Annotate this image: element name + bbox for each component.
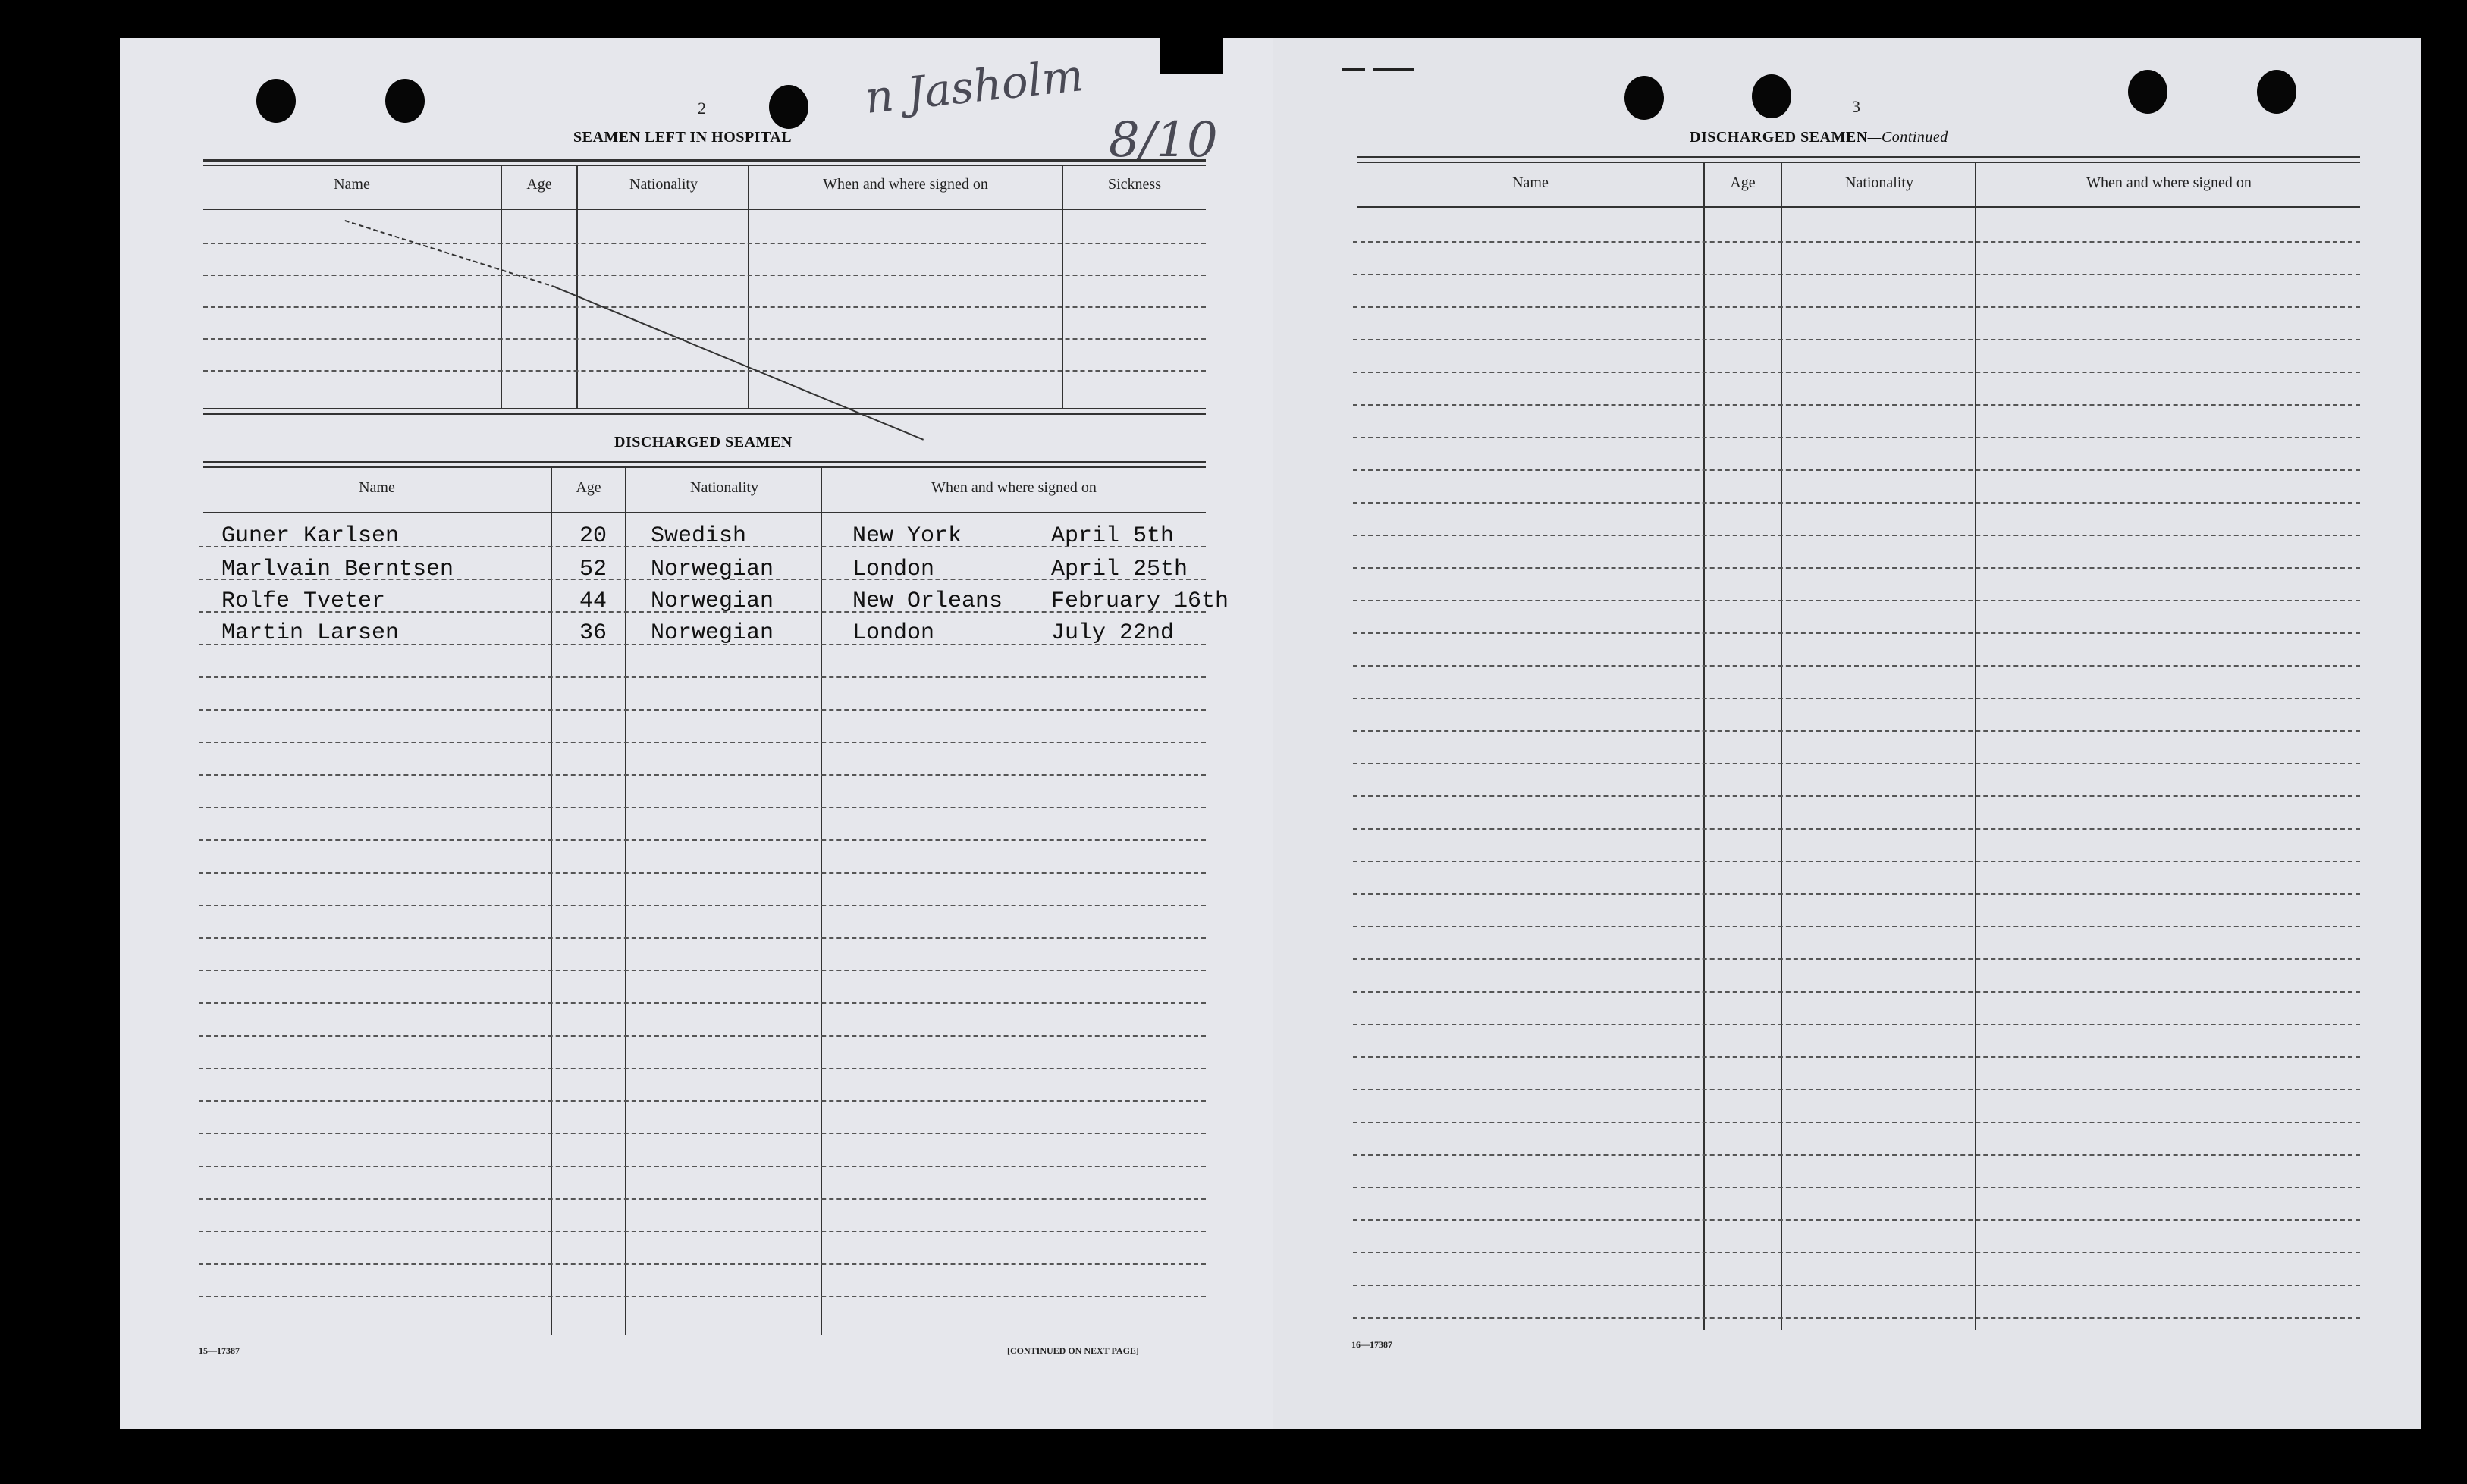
right-col-name: Name <box>1512 174 1549 191</box>
ruled-line <box>1353 1056 2360 1058</box>
hospital-col-nationality: Nationality <box>629 176 698 193</box>
ruled-line <box>1353 241 2360 243</box>
page-number-right: 3 <box>1852 97 1860 116</box>
hospital-col-name: Name <box>334 176 370 193</box>
ruled-line <box>1353 502 2360 504</box>
continued-note: [CONTINUED ON NEXT PAGE] <box>1007 1345 1139 1356</box>
discharged-col-divider <box>551 467 552 1335</box>
handwritten-ship-name: n Jasholm <box>862 49 1086 124</box>
discharged-section-title: DISCHARGED SEAMEN <box>614 434 793 450</box>
signed-on-place: London <box>852 557 935 582</box>
ruled-line <box>199 1296 1206 1297</box>
ruled-line <box>1353 535 2360 536</box>
ruled-line <box>1353 763 2360 764</box>
top-notch <box>1160 30 1223 74</box>
ruled-line <box>1353 339 2360 340</box>
seaman-name: Marlvain Berntsen <box>221 557 454 582</box>
ruled-line <box>1353 1219 2360 1221</box>
continued-title-text: DISCHARGED SEAMEN <box>1690 129 1868 146</box>
ruled-line <box>1353 1285 2360 1286</box>
ruled-line <box>1353 306 2360 308</box>
ruled-line <box>1353 991 2360 993</box>
ruled-line <box>199 709 1206 711</box>
form-number-right: 16—17387 <box>1351 1339 1392 1350</box>
hospital-col-sickness: Sickness <box>1108 176 1161 193</box>
ruled-line <box>199 1263 1206 1265</box>
hospital-table-top <box>203 165 1206 166</box>
ruled-line <box>199 1231 1206 1232</box>
seaman-age: 44 <box>579 588 607 614</box>
ruled-line <box>199 742 1206 743</box>
ruled-line <box>199 807 1206 808</box>
seaman-nationality: Swedish <box>651 523 747 549</box>
discharged-col-nationality: Nationality <box>690 479 758 496</box>
ruled-line <box>1353 665 2360 667</box>
ruled-line <box>1353 1187 2360 1188</box>
ruled-line <box>199 1035 1206 1037</box>
ruled-line <box>1353 861 2360 862</box>
punch-hole <box>256 79 296 123</box>
discharged-table-top <box>203 461 1206 463</box>
ruled-line <box>1353 567 2360 569</box>
seaman-nationality: Norwegian <box>651 588 774 614</box>
ruled-line <box>199 774 1206 776</box>
ruled-line <box>1353 274 2360 275</box>
hospital-col-divider <box>1062 165 1063 409</box>
hospital-table-bottom <box>203 413 1206 415</box>
discharged-col-signed-on: When and where signed on <box>931 479 1097 496</box>
signed-on-date: February 16th <box>1051 588 1229 614</box>
dash-mark <box>1342 68 1365 71</box>
hospital-col-age: Age <box>526 176 552 193</box>
ruled-line <box>199 937 1206 939</box>
right-col-nationality: Nationality <box>1845 174 1913 191</box>
hospital-row-line <box>203 370 1206 372</box>
hospital-section-title: SEAMEN LEFT IN HOSPITAL <box>573 129 793 146</box>
punch-hole <box>2257 70 2296 114</box>
signed-on-date: April 25th <box>1051 557 1188 582</box>
right-col-signed-on: When and where signed on <box>2086 174 2252 191</box>
ruled-line <box>199 676 1206 678</box>
ruled-line <box>199 1166 1206 1167</box>
ruled-line <box>1353 730 2360 732</box>
hospital-col-divider <box>748 165 749 409</box>
seaman-nationality: Norwegian <box>651 620 774 646</box>
ruled-line <box>1353 404 2360 406</box>
punch-hole <box>1752 74 1791 118</box>
punch-hole <box>769 85 808 129</box>
ruled-line <box>1353 1122 2360 1123</box>
discharged-header-rule <box>203 512 1206 513</box>
ruled-line <box>1353 469 2360 471</box>
page-number-left: 2 <box>698 99 706 118</box>
ruled-line <box>1353 795 2360 797</box>
ruled-line <box>1353 632 2360 634</box>
seaman-nationality: Norwegian <box>651 557 774 582</box>
right-table-top <box>1357 156 2360 158</box>
ruled-line <box>1353 1089 2360 1090</box>
ruled-line <box>199 1198 1206 1200</box>
ruled-line <box>1353 926 2360 927</box>
ruled-line <box>1353 437 2360 438</box>
ruled-line <box>199 905 1206 906</box>
ruled-line <box>199 970 1206 971</box>
hospital-row-line <box>203 306 1206 308</box>
signed-on-date: July 22nd <box>1051 620 1175 646</box>
seaman-age: 20 <box>579 523 607 549</box>
punch-hole <box>1624 76 1664 120</box>
signed-on-place: New York <box>852 523 962 549</box>
ruled-line <box>1353 958 2360 960</box>
hospital-row-line <box>203 275 1206 276</box>
right-col-age: Age <box>1730 174 1756 191</box>
seaman-name: Guner Karlsen <box>221 523 400 549</box>
ruled-line <box>1353 828 2360 830</box>
discharged-col-name: Name <box>359 479 395 496</box>
signed-on-date: April 5th <box>1051 523 1175 549</box>
ruled-line <box>199 1133 1206 1134</box>
hospital-table-bottom <box>203 408 1206 409</box>
discharged-col-age: Age <box>576 479 601 496</box>
hospital-row-line <box>203 338 1206 340</box>
hospital-col-signed-on: When and where signed on <box>823 176 988 193</box>
hospital-col-divider <box>576 165 578 409</box>
discharged-col-divider <box>821 467 822 1335</box>
right-table-top <box>1357 162 2360 163</box>
dash-mark <box>1373 68 1414 71</box>
ruled-line <box>1353 893 2360 895</box>
ruled-line <box>1353 600 2360 601</box>
continued-title-suffix: —Continued <box>1867 129 1948 146</box>
ruled-line <box>1353 372 2360 373</box>
hospital-row-line <box>203 243 1206 244</box>
punch-hole <box>2128 70 2167 114</box>
seaman-name: Martin Larsen <box>221 620 400 646</box>
hospital-header-rule <box>203 209 1206 210</box>
continued-section-title <box>1690 129 1948 146</box>
ruled-line <box>1353 1154 2360 1156</box>
ruled-line <box>199 839 1206 841</box>
signed-on-place: London <box>852 620 935 646</box>
ruled-line <box>1353 1317 2360 1319</box>
ruled-line <box>199 1068 1206 1069</box>
hospital-col-divider <box>501 165 502 409</box>
ruled-line <box>199 872 1206 874</box>
discharged-col-divider <box>625 467 626 1335</box>
seaman-name: Rolfe Tveter <box>221 588 386 614</box>
right-header-rule <box>1357 206 2360 208</box>
ruled-line <box>1353 1024 2360 1025</box>
ruled-line <box>199 1100 1206 1102</box>
seaman-age: 52 <box>579 557 607 582</box>
ruled-line <box>199 1002 1206 1004</box>
punch-hole <box>385 79 425 123</box>
discharged-table-top <box>203 466 1206 468</box>
ruled-line <box>1353 1252 2360 1253</box>
signed-on-place: New Orleans <box>852 588 1003 614</box>
hospital-table-top <box>203 159 1206 162</box>
seaman-age: 36 <box>579 620 607 646</box>
handwritten-number: 8/10 <box>1109 112 1218 168</box>
form-number-left: 15—17387 <box>199 1345 240 1356</box>
left-page <box>120 38 1297 1429</box>
ruled-line <box>1353 698 2360 699</box>
